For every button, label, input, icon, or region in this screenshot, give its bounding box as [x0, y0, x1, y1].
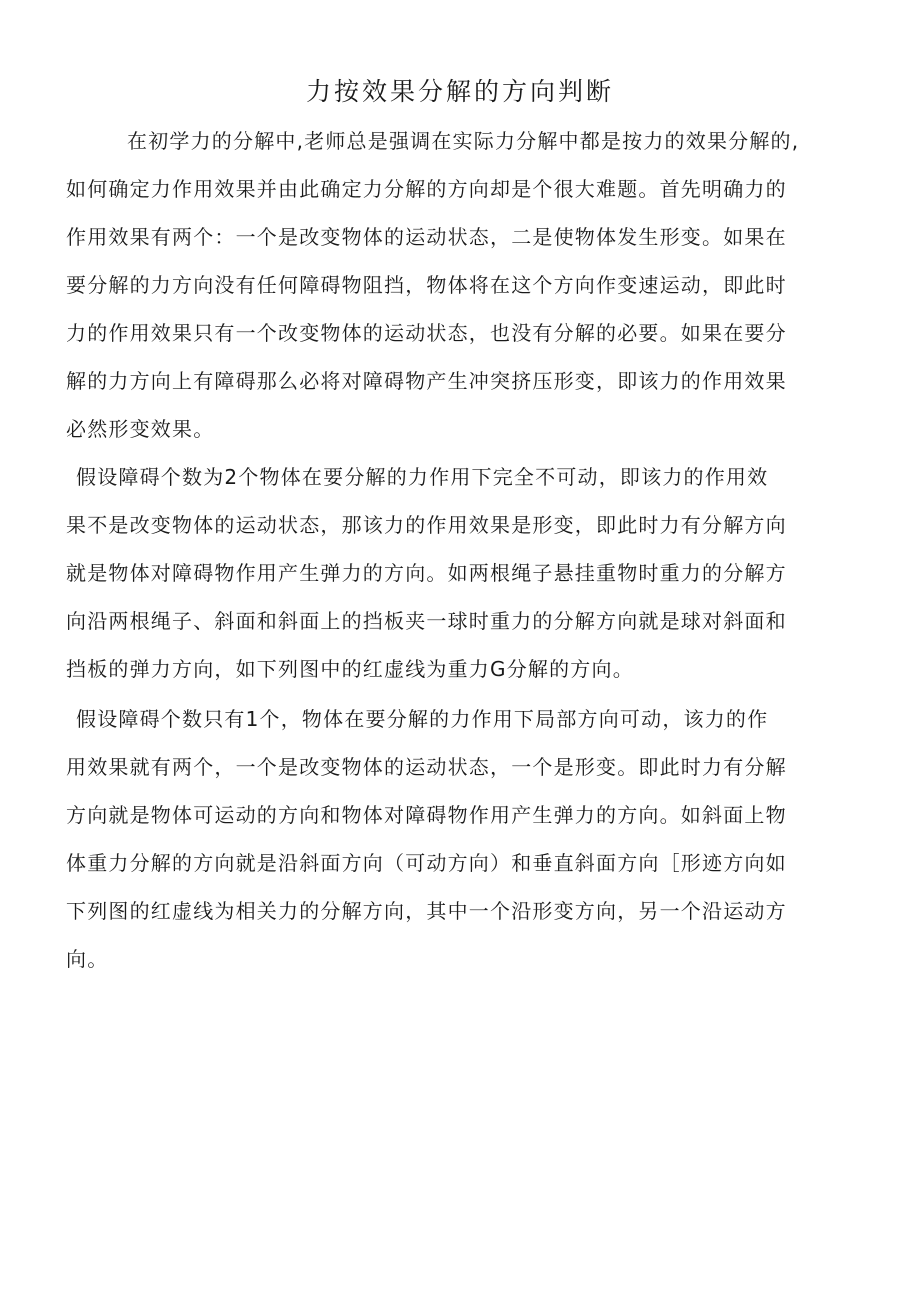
text-line: 力的作用效果只有一个改变物体的运动状态，也没有分解的必要。如果在要分 — [66, 321, 787, 345]
text-line: 挡板的弹力方向，如下列图中的红虚线为重力G分解的方向。 — [66, 657, 634, 681]
text-line: 必然形变效果。 — [66, 417, 215, 441]
text-line: 在初学力的分解中,老师总是强调在实际力分解中都是按力的效果分解的, — [127, 129, 800, 153]
text-line: 用效果就有两个，一个是改变物体的运动状态，一个是形变。即此时力有分解 — [66, 755, 787, 779]
text-line: 要分解的力方向没有任何障碍物阻挡，物体将在这个方向作变速运动，即此时 — [66, 273, 787, 297]
page-title: 力按效果分解的方向判断 — [305, 77, 614, 106]
text-line: 假设障碍个数为2个物体在要分解的力作用下完全不可动，即该力的作用效 — [76, 465, 769, 489]
text-line: 作用效果有两个：一个是改变物体的运动状态，二是使物体发生形变。如果在 — [66, 225, 787, 249]
text-line: 如何确定力作用效果并由此确定力分解的方向却是个很大难题。首先明确力的 — [66, 177, 787, 201]
text-line: 解的力方向上有障碍那么必将对障碍物产生冲突挤压形变，即该力的作用效果 — [66, 369, 787, 393]
text-line: 下列图的红虚线为相关力的分解方向，其中一个沿形变方向，另一个沿运动方 — [66, 899, 787, 923]
text-line: 方向就是物体可运动的方向和物体对障碍物作用产生弹力的方向。如斜面上物 — [66, 803, 787, 827]
text-line: 向沿两根绳子、斜面和斜面上的挡板夹一球时重力的分解方向就是球对斜面和 — [66, 609, 787, 633]
text-line: 假设障碍个数只有1个，物体在要分解的力作用下局部方向可动，该力的作 — [76, 707, 769, 731]
text-line: 就是物体对障碍物作用产生弹力的方向。如两根绳子悬挂重物时重力的分解方 — [66, 561, 787, 585]
text-line: 向。 — [66, 947, 109, 971]
text-line: 果不是改变物体的运动状态，那该力的作用效果是形变，即此时力有分解方向 — [66, 513, 787, 537]
text-line: 体重力分解的方向就是沿斜面方向（可动方向）和垂直斜面方向［形迹方向如 — [66, 851, 787, 875]
